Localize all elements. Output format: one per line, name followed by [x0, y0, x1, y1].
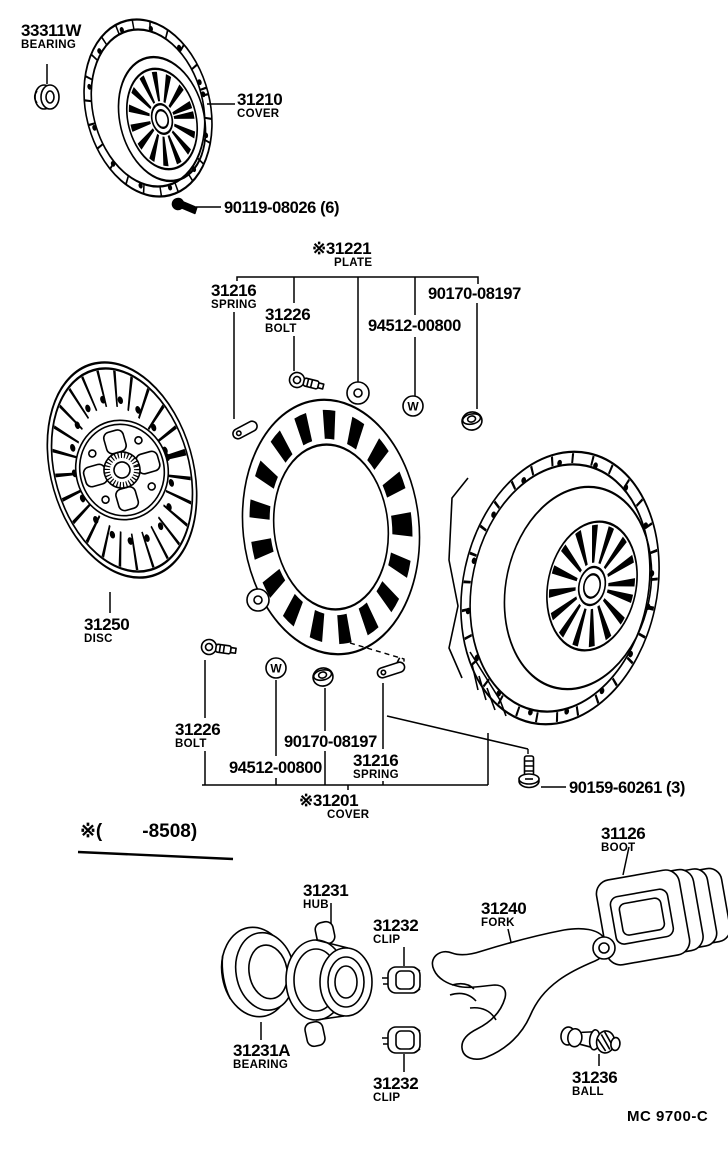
part-code: 31232	[373, 1074, 419, 1093]
part-drawing-bolt-31226-bottom	[201, 639, 237, 659]
part-code: 90170-08197	[284, 733, 377, 751]
part-code: 94512-00800	[368, 317, 461, 335]
part-drawing-cover-31201	[436, 433, 683, 743]
part-drawing-washer-94512-bottom	[266, 658, 286, 678]
part-drawing-disc-31250	[23, 345, 220, 596]
part-drawing-bolt-31226-top	[288, 371, 325, 394]
part-code: 31236	[572, 1068, 618, 1087]
part-drawing-cover-31210	[66, 6, 230, 210]
part-code: 90170-08197	[428, 285, 521, 303]
part-name: BOLT	[265, 323, 297, 335]
label-90159-60261	[569, 780, 685, 797]
part-name: PLATE	[334, 257, 373, 269]
part-code: 90159-60261 (3)	[569, 779, 686, 797]
part-code: 31126	[601, 824, 646, 843]
part-code: 31232	[373, 916, 419, 935]
label-31250	[84, 616, 129, 646]
label-31221	[312, 240, 372, 270]
part-drawing-clip-31232-bottom	[382, 1027, 420, 1053]
figure-code: MC 9700-C	[627, 1108, 709, 1125]
part-name: CLIP	[373, 1092, 401, 1104]
part-code: 31250	[84, 615, 130, 634]
label-31236	[572, 1069, 617, 1099]
part-code: 31231A	[233, 1041, 291, 1060]
label-94512-top	[368, 318, 461, 335]
label-90170-bottom	[284, 734, 377, 751]
part-code: 94512-00800	[229, 759, 322, 777]
part-drawing-spring-31216-top	[231, 419, 259, 440]
part-name: SPRING	[211, 299, 257, 311]
label-31226-top	[265, 306, 310, 336]
label-31210	[237, 91, 282, 121]
part-code: ※31201	[299, 791, 359, 810]
label-33311w	[21, 22, 81, 52]
part-code: 31226	[175, 720, 221, 739]
label-90170-top	[428, 286, 521, 303]
label-31201	[299, 792, 369, 822]
part-drawing-bolt-90159	[519, 756, 539, 788]
part-drawing-bearing-33311w	[35, 85, 59, 109]
part-name: FORK	[481, 917, 515, 929]
part-code: 31231	[303, 881, 349, 900]
footnote-prefix: ※(	[80, 821, 103, 842]
applicability-footnote	[80, 820, 197, 843]
part-name: BEARING	[21, 39, 77, 51]
part-name: BOOT	[601, 842, 636, 854]
part-name: BOLT	[175, 738, 207, 750]
part-drawing-clip-31232-top	[382, 967, 420, 993]
label-31231	[303, 882, 348, 912]
part-name: COVER	[237, 108, 280, 120]
part-code: 31216	[353, 751, 399, 770]
label-31216-top	[211, 282, 257, 312]
part-name: COVER	[327, 809, 370, 821]
part-drawing-nut-90170-top	[460, 410, 483, 432]
part-drawing-washer-94512-top	[403, 396, 423, 416]
part-drawing-nut-90170-bottom	[311, 666, 334, 688]
part-code: 31226	[265, 305, 311, 324]
part-drawing-plate-31221	[230, 382, 432, 663]
part-drawing-fork-31240	[432, 929, 615, 1059]
part-drawing-hub-31231	[286, 920, 372, 1047]
label-31231a	[233, 1042, 290, 1072]
part-name: BALL	[572, 1086, 604, 1098]
part-code: ※31221	[312, 239, 372, 258]
part-name: HUB	[303, 899, 329, 911]
washer-marker: W	[270, 661, 282, 676]
label-31232-bottom	[373, 1075, 418, 1105]
part-code: 31240	[481, 899, 527, 918]
washer-marker: W	[407, 399, 419, 414]
label-31232-top	[373, 917, 418, 947]
part-name: SPRING	[353, 769, 399, 781]
part-code: 31210	[237, 90, 283, 109]
part-name: CLIP	[373, 934, 401, 946]
part-drawing-bolt-90119	[172, 198, 198, 214]
part-name: DISC	[84, 633, 113, 645]
part-code: 90119-08026 (6)	[224, 199, 340, 217]
part-name: BEARING	[233, 1059, 289, 1071]
footnote-underline	[78, 852, 233, 859]
footnote-suffix: -8508)	[142, 821, 198, 842]
label-31240	[481, 900, 526, 930]
label-31126	[601, 825, 645, 855]
label-90119-08026	[224, 200, 339, 217]
part-drawing-spring-31216-bottom	[375, 657, 406, 679]
part-code: 33311W	[21, 21, 81, 40]
label-31216-bottom	[353, 752, 399, 782]
part-code: 31216	[211, 281, 257, 300]
label-31226-bottom	[175, 721, 220, 751]
part-drawing-ball-31236	[560, 1026, 621, 1054]
label-94512-bottom	[229, 760, 322, 777]
